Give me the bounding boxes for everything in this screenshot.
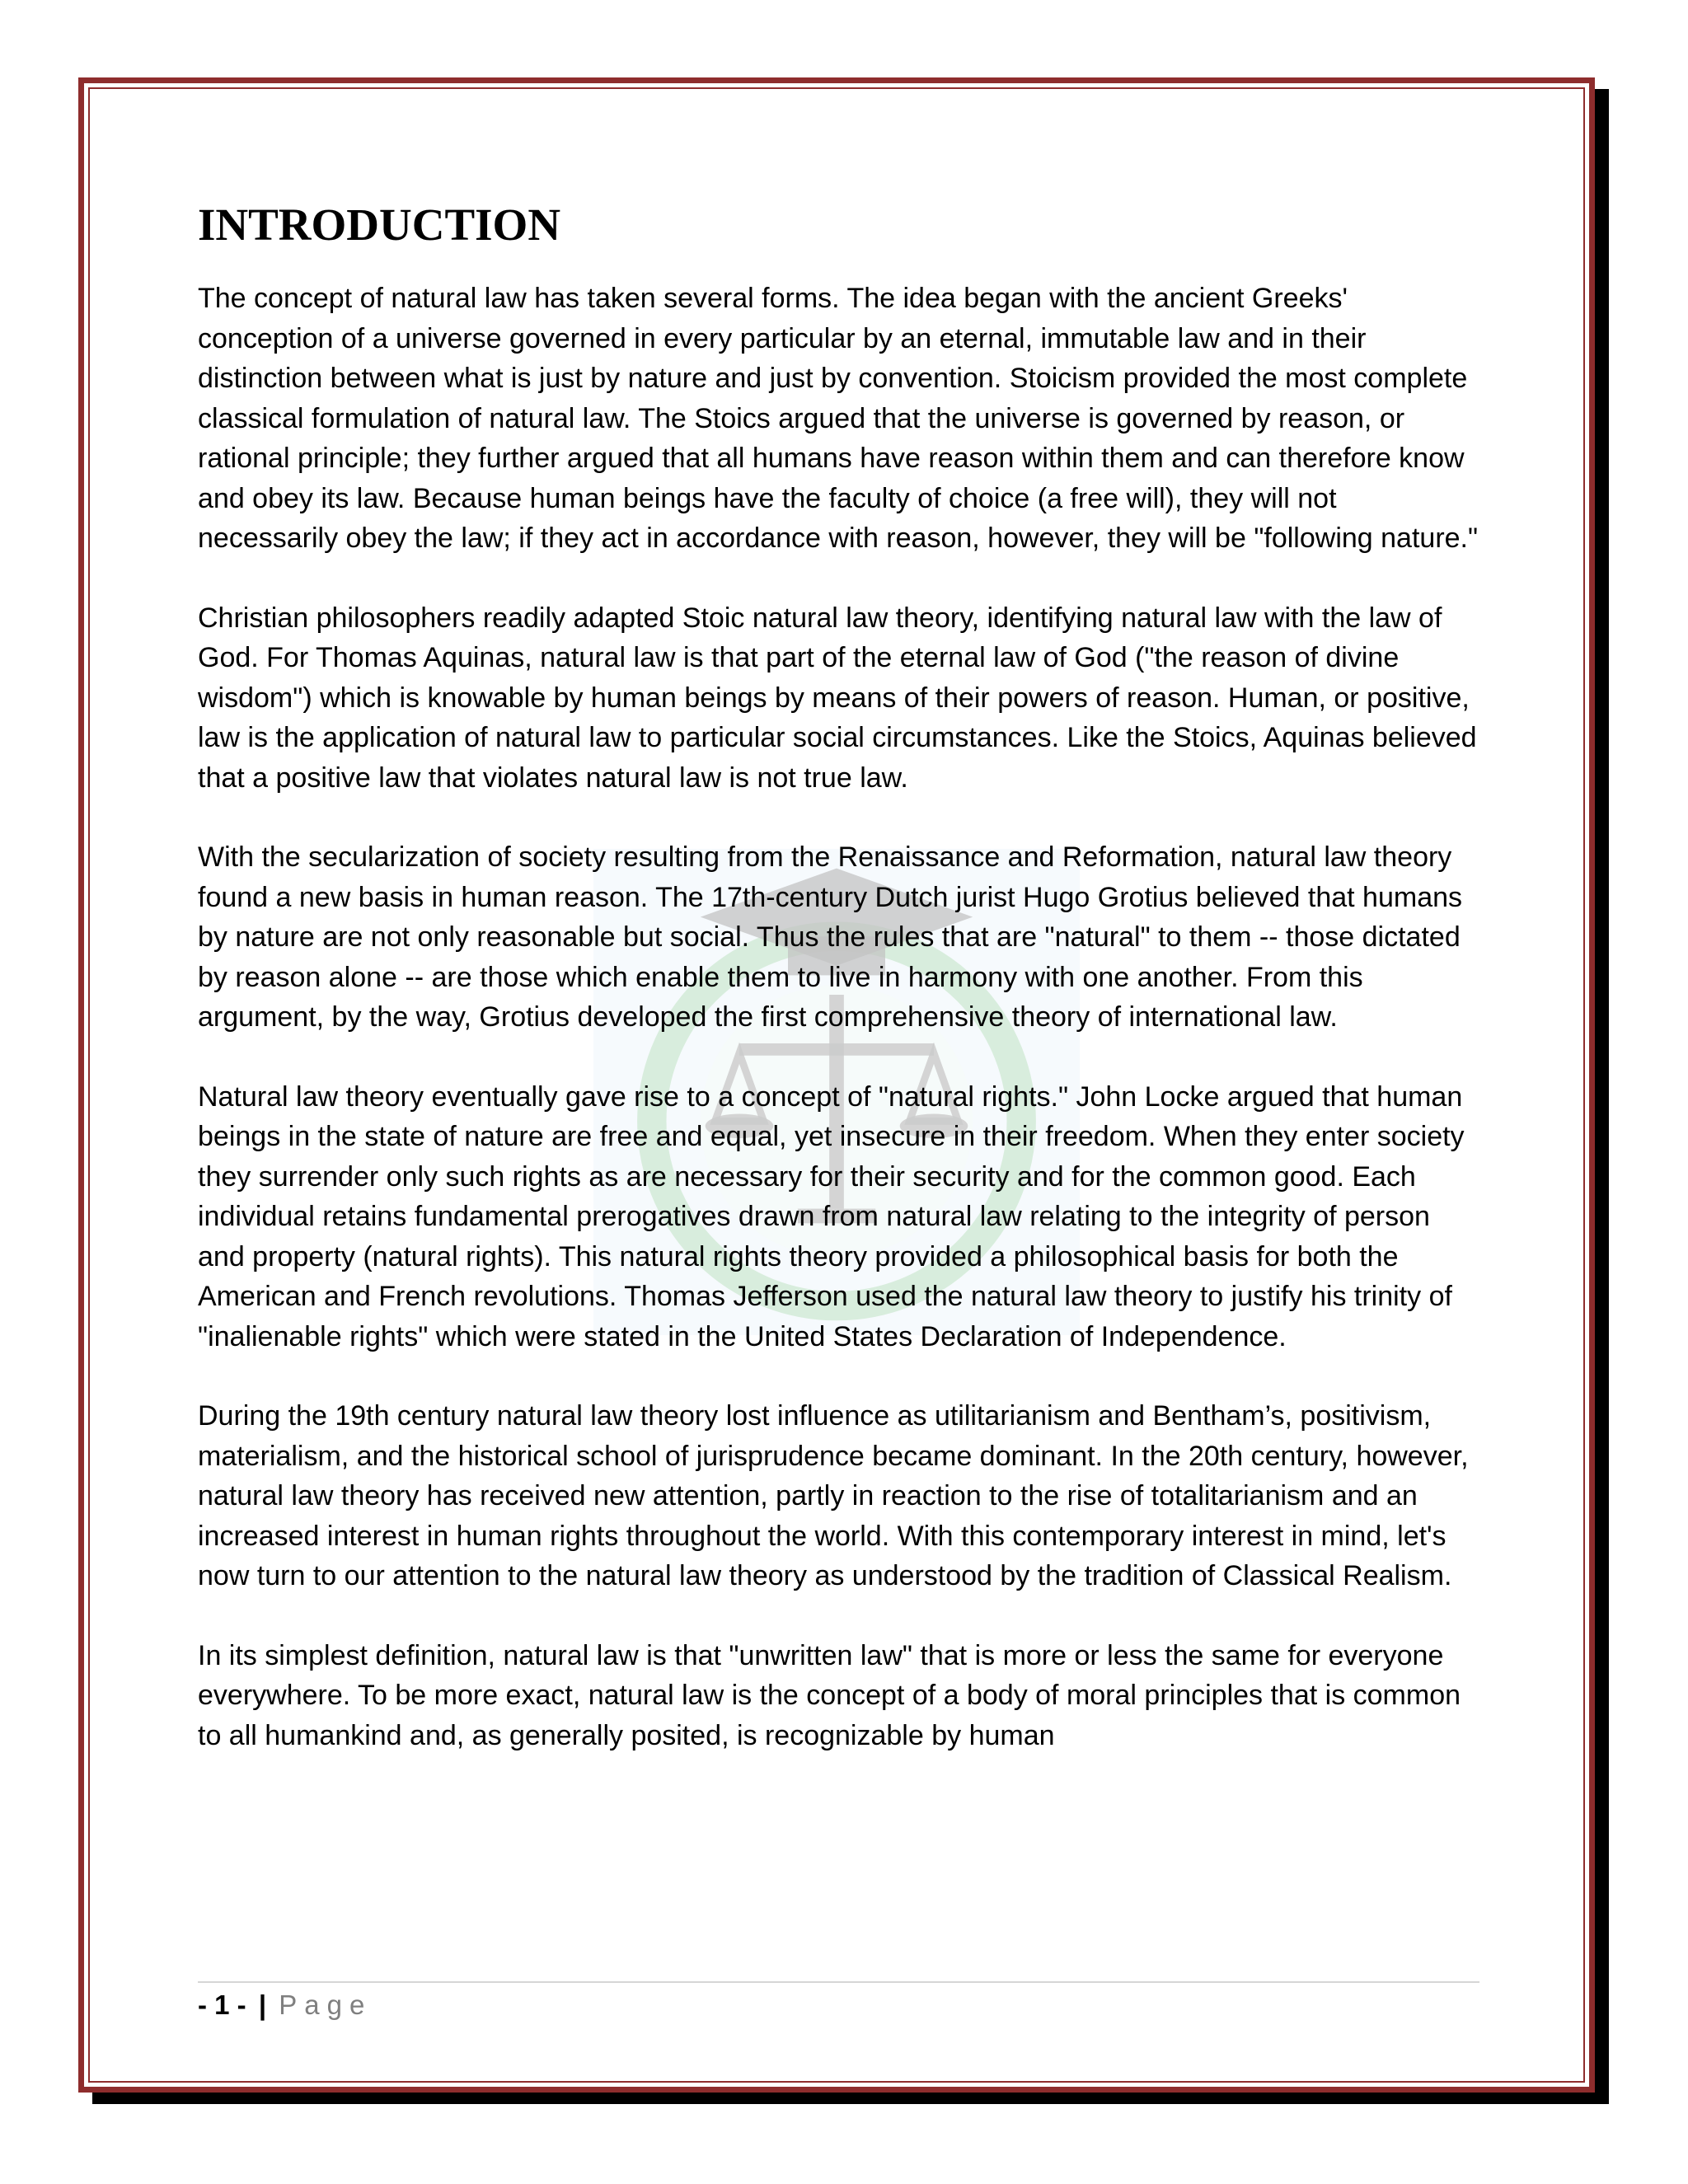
page-footer: [198, 1989, 372, 2022]
paragraph-4: Natural law theory eventually gave rise to a concept of "natural rights." John Locke argued that human beings in the state of nature are free and equal, yet insecure in their freedom. When they enter society they surrender only such rights as are necessary for their security and for the common good. Each individual retains fundamental prerogatives drawn from natural law relating to the integrity of person and property (natural rights). This natural rights theory provided a philosophical basis for both the American and French revolutions. Thomas Jefferson used the natural law theory to justify his trinity of "inalienable rights" which were stated in the United States Declaration of Independence.: [198, 1080, 1465, 1352]
page-title: INTRODUCTION: [198, 199, 561, 250]
page-label: Page: [279, 1990, 373, 2020]
document-body: [198, 198, 1484, 1795]
footer-divider: [198, 1981, 1479, 1983]
paragraph-6: In its simplest definition, natural law is that "unwritten law" that is more or less the same for everyone everywhere. To be more exact, natural law is the concept of a body of moral principles that is common to all humankind and, as generally posited, is recognizable by human: [198, 1639, 1461, 1751]
paragraph-1: The concept of natural law has taken several forms. The idea began with the ancient Greeks' conception of a universe governed in every particular by an eternal, immutable law and in their distinction between what is just by nature and just by convention. Stoicism provided the most complete classical formulation of natural law. The Stoics argued that the universe is governed by reason, or rational principle; they further argued that all humans have reason within them and can therefore know and obey its law. Because human beings have the faculty of choice (a free will), they will not necessarily obey the law; if they act in accordance with reason, however, they will be "following nature.": [198, 283, 1479, 554]
paragraph-2: Christian philosophers readily adapted Stoic natural law theory, identifying natural law with the law of God. For Thomas Aquinas, natural law is that part of the eternal law of God ("the reason of divine wisdom") which is knowable by human beings by means of their powers of reason. Human, or positive, law is the application of natural law to particular social circumstances. Like the Stoics, Aquinas believed that a positive law that violates natural law is not true law.: [198, 602, 1477, 794]
footer-separator: |: [258, 1990, 267, 2020]
paragraph-3: With the secularization of society resulting from the Renaissance and Reformation, natural law theory found a new basis in human reason. The 17th-century Dutch jurist Hugo Grotius believed that humans by nature are not only reasonable but social. Thus the rules that are "natural" to them -- those dictated by reason alone -- are those which enable them to live in harmony with one another. From this argument, by the way, Grotius developed the first comprehensive theory of international law.: [198, 841, 1463, 1033]
page-number: - 1 -: [198, 1990, 246, 2020]
paragraph-5: During the 19th century natural law theory lost influence as utilitarianism and Bentham’s, positivism, materialism, and the historical school of jurisprudence became dominant. In the 20th century, however, natural law theory has received new attention, partly in reaction to the rise of totalitarianism and an increased interest in human rights throughout the world. With this contemporary interest in mind, let's now turn to our attention to the natural law theory as understood by the tradition of Classical Realism.: [198, 1400, 1469, 1591]
